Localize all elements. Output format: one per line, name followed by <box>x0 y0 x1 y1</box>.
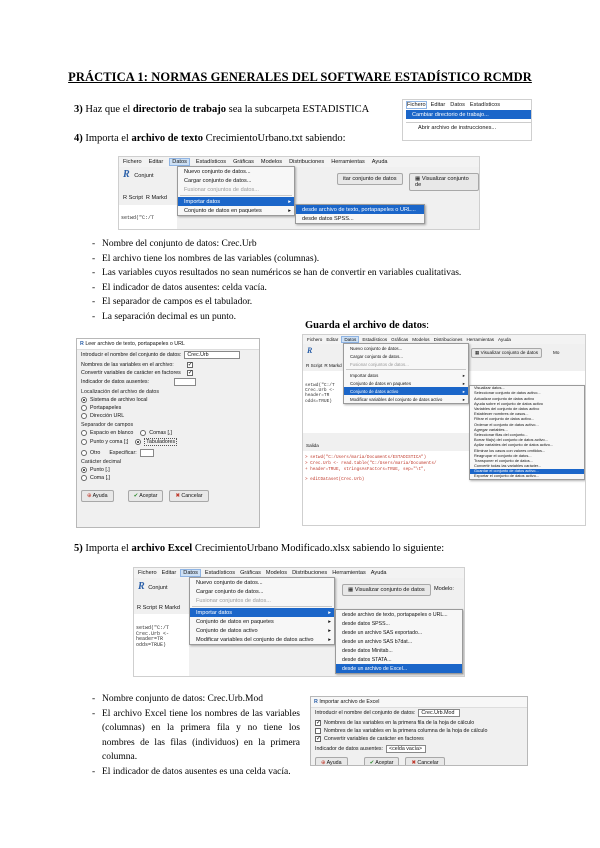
menu-item-active-dataset[interactable]: Conjunto de datos activo ▸ <box>344 387 468 395</box>
menu-item: Fusionar conjuntos de datos... <box>350 361 409 367</box>
menu-item[interactable]: Conjunto de datos activo ▸ <box>196 627 331 634</box>
tab-r-markdown[interactable]: R Markd <box>145 195 168 201</box>
menu-graficas[interactable]: Gráficas <box>240 570 261 576</box>
toolbar <box>123 169 154 180</box>
location-group-label: Localización del archivo de datos <box>81 388 160 395</box>
dataset-name-label: Introducir el nombre del conjunto de datos: <box>81 352 182 359</box>
step-5-pre: Importa el <box>85 543 132 554</box>
close-icon: ✖ <box>175 492 182 499</box>
r-logo-icon: R <box>138 581 145 592</box>
list-item: - El indicador de datos ausentes es una celda vacía. <box>92 765 300 780</box>
tab-r-markdown[interactable]: R Markd <box>158 605 181 611</box>
close-icon: ✖ <box>411 760 418 766</box>
view-dataset-button[interactable] <box>409 173 479 191</box>
dialog-read-text-file <box>76 338 260 528</box>
radio-icon <box>81 475 87 481</box>
menu-item[interactable]: Nuevo conjunto de datos... <box>196 579 263 586</box>
menu-item-export-dataset[interactable]: Exportar el conjunto de datos activo... <box>474 473 540 479</box>
save-heading <box>305 320 429 331</box>
menu-item[interactable]: Borrar fila(s) del conjunto de datos activo... <box>474 437 548 443</box>
menu-item[interactable]: Seleccionar conjunto de datos activo... <box>474 390 541 396</box>
chevron-right-icon: ▸ <box>328 636 331 643</box>
menu-item-import-data[interactable]: Importar datos ▸ <box>190 608 334 617</box>
menu-distribuciones[interactable]: Distribuciones <box>292 570 328 576</box>
menu-item[interactable]: Importar datos ▸ <box>350 372 465 378</box>
output-line: > setwd("C:/Users/maria/Documents/ESTADISTICA") <box>305 455 427 460</box>
varnames-label: Nombres de las variables en el archivo: <box>81 361 174 368</box>
screenshot-save-dataset <box>302 334 586 526</box>
code-line: Crec.Urb <- <box>305 388 335 394</box>
tab-r-markdown[interactable]: R Markd <box>324 363 342 368</box>
menu-item: Fusionar conjuntos de datos... <box>196 597 271 604</box>
check-icon: ✔ <box>369 760 376 766</box>
dialog-title: Importar archivo de Excel <box>319 699 380 705</box>
edit-dataset-button[interactable]: itar conjunto de datos <box>337 173 403 185</box>
menu-item-datasets-packages[interactable]: Conjunto de datos en paquetes ▸ <box>184 207 291 214</box>
active-dataset-label: Conjunt <box>134 173 154 179</box>
menu-ayuda[interactable]: Ayuda <box>371 159 388 165</box>
menu-estadisticos[interactable]: Estadísticos <box>195 159 227 165</box>
list-item: - Nombre del conjunto de datos: Crec.Urb <box>92 237 522 252</box>
decimal-option[interactable]: Punto [.] <box>77 466 259 474</box>
step-4-bold: archivo de texto <box>131 133 203 144</box>
list-item: - El separador de campos es el tabulador. <box>92 295 522 310</box>
menu-editar[interactable]: Editar <box>148 159 164 165</box>
step-5-requirements <box>92 692 300 780</box>
dialog-import-excel <box>310 696 528 766</box>
menu-editar[interactable]: Editar <box>161 570 177 576</box>
menu-item[interactable]: Conjunto de datos en paquetes ▸ <box>350 380 465 386</box>
menu-datos[interactable]: Datos <box>183 570 198 576</box>
radio-icon[interactable] <box>81 450 87 456</box>
grid-icon: ▦ <box>415 176 422 182</box>
dialog-title: Leer archivo de texto, portapapeles o URL <box>85 341 185 347</box>
menu-graficas[interactable]: Gráficas <box>233 159 254 165</box>
save-heading-bold: Guarda el archivo de datos <box>305 320 427 331</box>
menu-editar[interactable]: Editar <box>430 102 446 108</box>
menu-item[interactable]: Apilar variables del conjunto de datos activo... <box>474 442 554 448</box>
checkbox-icon <box>315 728 321 734</box>
dialog-titlebar <box>311 697 527 708</box>
menu-distribuciones[interactable]: Distribuciones <box>289 159 325 165</box>
radio-icon[interactable] <box>135 439 141 445</box>
r-logo-icon: R <box>314 699 320 705</box>
radio-icon[interactable] <box>140 430 146 436</box>
script-editor[interactable] <box>134 614 189 677</box>
step-5-bold: archivo Excel <box>131 543 193 554</box>
dialog-titlebar <box>77 339 259 350</box>
dataset-name-row <box>77 350 259 360</box>
menu-editar[interactable]: Editar <box>326 337 339 342</box>
menu-herramientas[interactable]: Herramientas <box>331 159 365 165</box>
menu-item-new-dataset[interactable]: Nuevo conjunto de datos... <box>184 168 251 175</box>
menu-item[interactable]: Visualizar datos... <box>474 385 505 391</box>
menu-bar <box>403 100 531 110</box>
menu-distribuciones[interactable]: Distribuciones <box>433 337 463 342</box>
menu-item[interactable]: Seleccionar filas del conjunto... <box>474 431 528 437</box>
model-label: Modelo: <box>434 586 454 592</box>
script-editor[interactable]: setwd("C:/T <box>119 205 177 230</box>
menu-item[interactable]: desde un archivo SAS b7dat... <box>342 638 413 645</box>
varnames-row <box>77 360 259 368</box>
dataset-name-input[interactable]: Crec.Urb <box>184 351 240 359</box>
menu-item[interactable]: Actualizar conjunto de datos activo <box>474 395 535 401</box>
menu-item-from-text[interactable]: desde archivo de texto, portapapeles o URL... <box>296 205 424 214</box>
chevron-right-icon: ▸ <box>462 380 465 386</box>
convert-label: Convertir variables de carácter en factores <box>81 369 181 376</box>
datos-dropdown <box>177 166 295 216</box>
view-dataset-label: Visualizar conjunto de <box>415 176 469 188</box>
menu-item[interactable]: Establecer nombres de casos... <box>474 411 529 417</box>
menu-estadisticos[interactable]: Estadísticos <box>469 102 501 108</box>
menu-fichero[interactable]: Fichero <box>138 570 157 576</box>
lifebuoy-icon: ⊕ <box>87 492 93 499</box>
code-line: setwd("C:/T <box>305 383 335 388</box>
radio-icon[interactable] <box>81 439 87 445</box>
menu-item-import-data[interactable]: Importar datos ▸ <box>178 197 294 206</box>
specify-input[interactable] <box>140 449 154 457</box>
missing-row <box>311 744 527 754</box>
menu-modelos[interactable]: Modelos <box>260 159 283 165</box>
r-logo-icon: R <box>123 169 130 180</box>
check-row[interactable]: ✓ Nombres de las variables en la primera fila de la hoja de cálculo <box>316 719 475 726</box>
editor-tabs <box>306 363 342 368</box>
save-heading-colon: : <box>426 320 430 331</box>
screenshot-import-excel <box>133 567 465 677</box>
menu-item[interactable]: Filtrar el conjunto de datos activo... <box>474 416 535 422</box>
menu-ayuda[interactable]: Ayuda <box>370 570 387 576</box>
help-button[interactable]: ⊕ Ayuda <box>315 757 348 766</box>
step-3-post: sea la subcarpeta ESTADISTICA <box>226 104 370 115</box>
menu-graficas[interactable]: Gráficas <box>391 337 409 342</box>
missing-row <box>77 377 259 387</box>
output-line: > Crec.Urb <- read.table("C:/Users/maria/Documents/ <box>305 461 437 466</box>
radio-icon <box>81 413 87 419</box>
ok-button[interactable]: ✔ Aceptar <box>128 490 164 502</box>
menu-item[interactable]: Transponer el conjunto de datos... <box>474 457 533 463</box>
output-line: + header=TRUE, stringsAsFactors=TRUE, sep="\t", <box>305 467 427 472</box>
active-dataset-label: Conjunt <box>148 585 168 591</box>
view-dataset-button[interactable]: ▦ Visualizar conjunto de datos <box>342 584 431 596</box>
menu-item[interactable]: Cargar conjunto de datos... <box>196 588 264 595</box>
decimal-option[interactable]: Coma [,] <box>77 474 259 482</box>
tab-r-script[interactable]: R Script <box>306 363 323 368</box>
grid-icon: ▦ <box>475 350 481 355</box>
chevron-right-icon: ▸ <box>462 388 465 394</box>
check-row[interactable]: ✓ Convertir variables de carácter en factores <box>316 736 424 743</box>
screenshot-change-directory <box>402 99 532 141</box>
import-submenu <box>335 609 463 674</box>
menu-item[interactable]: desde datos SPSS... <box>342 620 390 627</box>
list-item: - Nombre conjunto de datos: Crec.Urb.Mod <box>92 692 300 707</box>
page-title: PRÁCTICA 1: NORMAS GENERALES DEL SOFTWARE ESTADÍSTICO RCMDR <box>68 70 532 84</box>
output-line: > editDataset(Crec.Urb) <box>305 477 365 482</box>
step-3-text <box>74 104 369 115</box>
chevron-right-icon: ▸ <box>328 627 331 634</box>
menu-item[interactable]: Ayuda sobre el conjunto de datos activo <box>474 400 543 406</box>
radio-icon <box>81 405 87 411</box>
dataset-name-label: Introducir el nombre del conjunto de datos: <box>315 710 416 717</box>
list-item: - La separación decimal es un punto. <box>92 310 522 325</box>
menu-item[interactable]: desde datos STATA... <box>342 656 392 663</box>
model-label: Mo <box>553 350 560 355</box>
datos-dropdown <box>189 577 335 645</box>
menu-item-change-dir[interactable]: Cambiar directorio de trabajo... <box>406 110 532 119</box>
menu-item-save-dataset[interactable]: Guardar el conjunto de datos activo... <box>470 469 584 474</box>
code-line: header=TR <box>305 393 330 399</box>
menu-item[interactable]: desde datos Minitab... <box>342 647 393 654</box>
screenshot-import-text <box>118 156 480 230</box>
menu-estadisticos[interactable]: Estadísticos <box>362 337 388 342</box>
menu-fichero[interactable]: Fichero <box>407 102 426 108</box>
decimal-group-label: Carácter decimal <box>81 458 122 465</box>
separator-group-label: Separador de campos <box>81 421 134 428</box>
separator-row: Otro Especificar: <box>77 447 259 457</box>
dataset-name-input[interactable]: Crec.Urb.Mod <box>418 709 460 717</box>
menu-fichero[interactable]: Fichero <box>123 159 142 165</box>
code-line: header=TR <box>136 636 164 643</box>
menu-item-merge-datasets: Fusionar conjuntos de datos... <box>184 186 259 193</box>
dialog-buttons <box>77 489 259 503</box>
step-5-text <box>74 543 444 554</box>
menu-item[interactable]: Agregar variables... <box>474 426 508 432</box>
list-item: - El indicador de datos ausentes: celda vacía. <box>92 281 522 296</box>
code-line: setwd("C:/T <box>136 625 170 631</box>
menu-modelos[interactable]: Modelos <box>412 337 430 342</box>
menu-estadisticos[interactable]: Estadísticos <box>204 570 236 576</box>
step-4-num: 4) <box>74 133 83 144</box>
chevron-right-icon: ▸ <box>288 198 291 205</box>
menu-item[interactable]: Modificar variables del conjunto de datos activo ▸ <box>196 636 331 643</box>
menu-herramientas[interactable]: Herramientas <box>466 337 495 342</box>
menu-item[interactable]: Variables del conjunto de datos activo <box>474 406 540 412</box>
menu-item-load-dataset[interactable]: Cargar conjunto de datos... <box>184 177 252 184</box>
chevron-right-icon: ▸ <box>462 372 465 378</box>
menu-item-open-script[interactable]: Abrir archivo de instrucciones... <box>406 122 531 132</box>
separator-row: Espacio en blanco Comas [,] <box>77 429 259 437</box>
menu-item-from-spss[interactable]: desde datos SPSS... <box>302 215 354 222</box>
location-option[interactable]: Sistema de archivo local <box>77 396 259 404</box>
menu-item[interactable]: Conjunto de datos en paquetes ▸ <box>196 618 331 625</box>
list-item: - El archivo tiene los nombres de las variables (columnas). <box>92 252 522 267</box>
radio-icon <box>81 467 87 473</box>
step-4-requirements <box>92 237 522 325</box>
convert-row <box>77 369 259 377</box>
step-3-pre: Haz que el <box>85 104 133 115</box>
lifebuoy-icon: ⊕ <box>321 760 327 766</box>
check-icon: ✔ <box>133 492 140 499</box>
cancel-button[interactable]: ✖ Cancelar <box>405 757 444 766</box>
menu-item[interactable]: desde un archivo SAS exportado... <box>342 629 423 636</box>
menu-separator <box>180 195 292 196</box>
check-row[interactable]: Nombres de las variables en la primera columna de la hoja de cálculo <box>311 727 527 735</box>
location-option[interactable]: Dirección URL <box>77 412 259 420</box>
list-item: - Las variables cuyos resultados no sean numéricos se han de convertir en variables cualitativas. <box>92 266 522 281</box>
menu-separator <box>192 606 332 607</box>
tab-separator-label: Tabuladores <box>146 439 176 446</box>
ok-button[interactable]: ✔ Aceptar <box>364 757 400 766</box>
menu-bar <box>119 157 479 167</box>
menu-item[interactable]: Eliminar los casos con valores omitidos... <box>474 447 546 453</box>
menu-item[interactable]: Cargar conjunto de datos... <box>350 353 403 359</box>
view-dataset-button[interactable]: ▦ Visualizar conjunto de datos <box>471 348 542 358</box>
chevron-right-icon: ▸ <box>462 396 465 402</box>
step-3-bold: directorio de trabajo <box>132 104 227 115</box>
specify-label: Especificar: <box>109 449 137 456</box>
checkbox-checked-icon: ✓ <box>316 736 322 743</box>
code-line: odds=TRUE) <box>305 398 333 404</box>
editor-tabs <box>123 195 167 201</box>
menu-datos[interactable]: Datos <box>344 337 357 342</box>
radio-icon <box>81 397 87 403</box>
menu-herramientas[interactable]: Herramientas <box>332 570 366 576</box>
menu-item-from-excel[interactable]: desde un archivo de Excel... <box>336 664 462 673</box>
menu-fichero[interactable]: Fichero <box>307 337 323 342</box>
grid-icon: ▦ <box>348 587 355 593</box>
import-submenu <box>295 204 425 224</box>
chevron-right-icon: ▸ <box>288 207 291 214</box>
menu-item[interactable]: Ordenar el conjunto de datos activo... <box>474 421 539 427</box>
missing-label: Indicador de datos ausentes: <box>315 745 384 752</box>
r-logo-icon: R <box>80 341 86 347</box>
missing-input[interactable]: <celda vacía> <box>386 745 426 753</box>
menu-item[interactable]: Nuevo conjunto de datos... <box>350 345 403 351</box>
menu-modelos[interactable]: Modelos <box>265 570 288 576</box>
step-4-pre: Importa el <box>85 133 132 144</box>
dataset-name-row <box>311 708 527 718</box>
code-line: Crec.Urb <- <box>136 630 170 637</box>
convert-checkbox[interactable]: ✓ <box>187 369 193 376</box>
chevron-right-icon: ▸ <box>328 618 331 625</box>
step-3-num: 3) <box>74 104 83 115</box>
r-logo-icon: R <box>307 346 313 355</box>
chevron-right-icon: ▸ <box>328 609 331 616</box>
separator-row: Punto y coma [;] Tabuladores <box>77 437 259 447</box>
step-5-post: CrecimientoUrbano Modificado.xlsx sabiendo lo siguiente: <box>192 543 445 554</box>
menu-datos[interactable]: Datos <box>450 102 465 108</box>
help-button[interactable]: ⊕ Ayuda <box>81 490 114 502</box>
cancel-button[interactable]: ✖ Cancelar <box>169 490 208 502</box>
missing-input[interactable] <box>174 378 196 386</box>
datos-dropdown <box>343 343 469 404</box>
tab-r-script[interactable]: R Script <box>137 605 157 611</box>
output-label: Salida <box>306 443 319 448</box>
menu-item[interactable]: desde archivo de texto, portapapeles o URL... <box>342 611 448 618</box>
list-item: - El archivo Excel tiene los nombres de las variables (columnas) en la primera fila y no tiene los nombres de las filas (individuos) en la primera columna. <box>92 707 300 765</box>
location-option[interactable]: Portapapeles <box>77 404 259 412</box>
menu-separator <box>346 369 466 370</box>
menu-item[interactable]: Reagrupar el conjunto de datos... <box>474 452 532 458</box>
step-4-text <box>74 133 346 144</box>
radio-icon[interactable] <box>81 430 87 436</box>
tab-r-script[interactable]: R Script <box>123 195 143 201</box>
missing-label: Indicador de datos ausentes: <box>81 379 150 386</box>
editor-tabs <box>137 605 180 611</box>
menu-datos[interactable]: Datos <box>172 159 187 165</box>
dialog-buttons <box>311 756 527 766</box>
menu-ayuda[interactable]: Ayuda <box>498 337 511 342</box>
menu-item[interactable]: Convertir todas las variables carácter... <box>474 463 542 469</box>
step-5-num: 5) <box>74 543 83 554</box>
menu-item[interactable]: Modificar variables del conjunto de datos activo ▸ <box>350 396 465 402</box>
toolbar <box>138 581 168 592</box>
code-line: odds=TRUE) <box>136 641 167 648</box>
checkbox-checked-icon: ✓ <box>316 719 322 726</box>
active-dataset-submenu <box>469 385 585 480</box>
step-4-post: CrecimientoUrbano.txt sabiendo: <box>203 133 346 144</box>
varnames-checkbox[interactable]: ✓ <box>187 361 193 368</box>
